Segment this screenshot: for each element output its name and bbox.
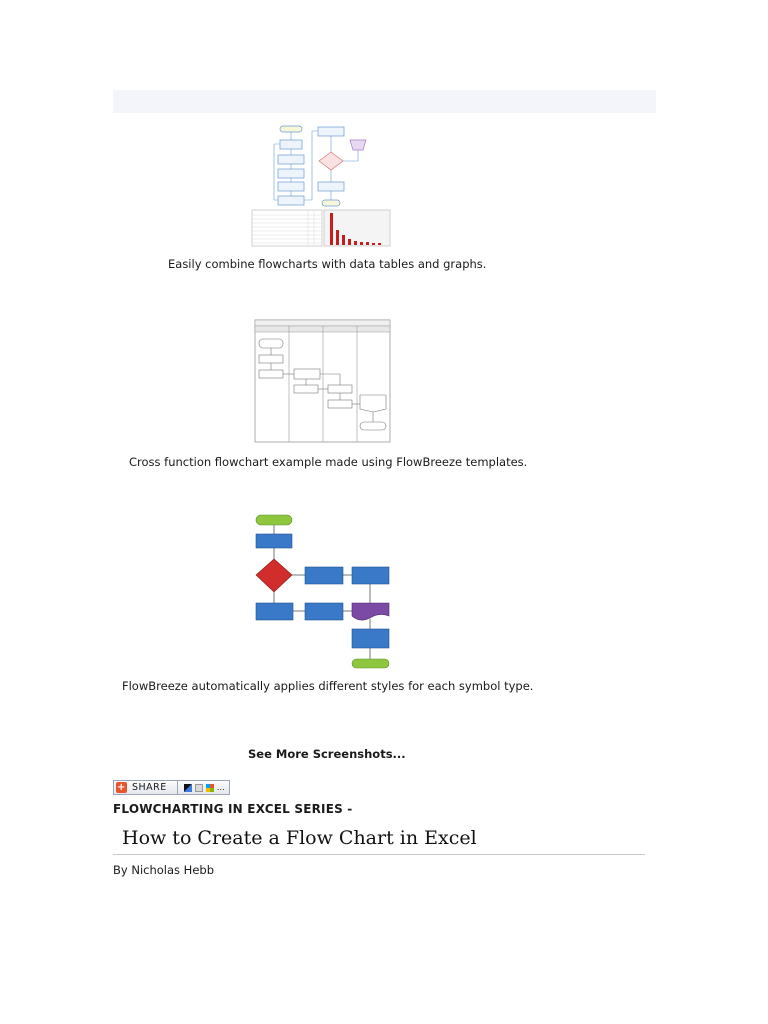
screenshot-caption-3: FlowBreeze automatically applies different styles for each symbol type.	[122, 679, 534, 693]
screenshot-thumbnail-1[interactable]	[250, 124, 392, 248]
header-band	[113, 90, 656, 113]
more-services-icon[interactable]: …	[216, 782, 226, 792]
series-label: FLOWCHARTING IN EXCEL SERIES -	[113, 802, 353, 816]
see-more-screenshots-link[interactable]: See More Screenshots...	[248, 747, 406, 761]
flowchart-table-graph-image	[250, 124, 392, 248]
styled-symbols-flowchart-image	[252, 512, 394, 670]
share-service-icons	[184, 784, 226, 792]
screenshot-caption-1: Easily combine flowcharts with data tables and graphs.	[168, 257, 487, 271]
title-divider	[113, 854, 645, 855]
screenshot-thumbnail-3[interactable]	[252, 512, 394, 670]
screenshot-caption-2: Cross function flowchart example made using FlowBreeze templates.	[129, 455, 528, 469]
delicious-icon[interactable]	[184, 784, 192, 792]
share-label: SHARE	[132, 782, 167, 793]
windows-live-icon[interactable]	[206, 784, 214, 792]
article-title: How to Create a Flow Chart in Excel	[122, 827, 477, 849]
digg-icon[interactable]	[195, 784, 203, 792]
share-button[interactable]	[113, 780, 230, 795]
share-icon: +	[117, 782, 126, 793]
screenshot-thumbnail-2[interactable]	[254, 319, 391, 443]
share-divider	[177, 781, 178, 794]
cross-function-flowchart-image	[254, 319, 391, 443]
byline: By Nicholas Hebb	[113, 863, 215, 877]
